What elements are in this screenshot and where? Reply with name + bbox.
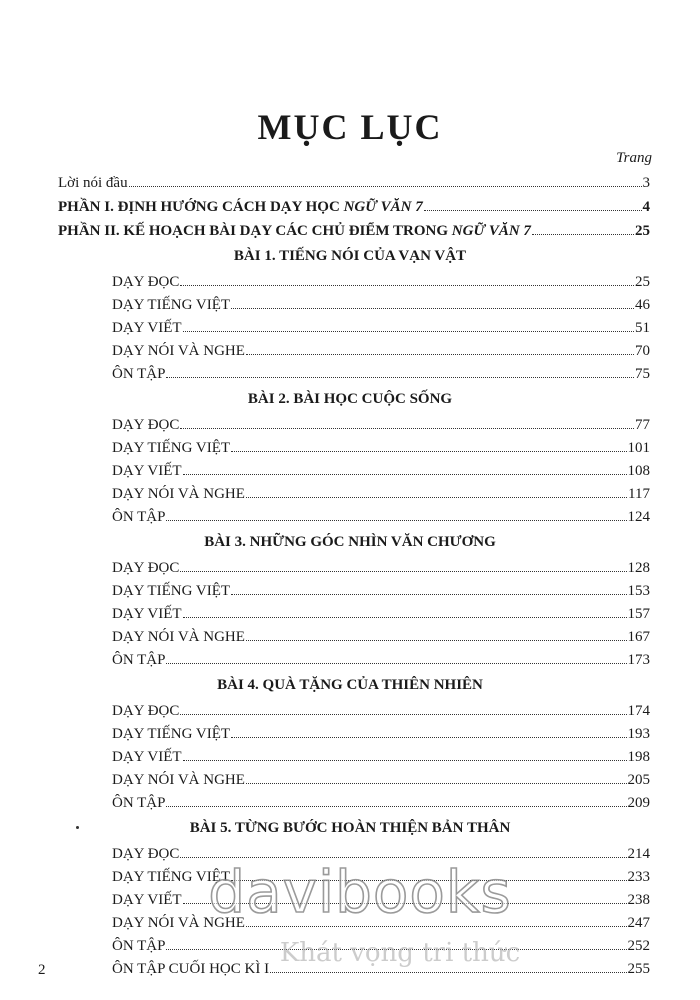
toc-entry-page: 25 bbox=[635, 274, 650, 290]
toc-entry-page: 108 bbox=[627, 463, 650, 479]
toc-entry-label: DẠY TIẾNG VIỆT bbox=[112, 583, 231, 599]
toc-entry-page: 233 bbox=[627, 869, 650, 885]
dot-leader bbox=[166, 949, 626, 950]
dot-leader bbox=[246, 497, 627, 498]
toc-entry[interactable] bbox=[0, 480, 700, 503]
dot-leader bbox=[183, 903, 627, 904]
toc-entry-label: DẠY VIẾT bbox=[112, 463, 182, 479]
lesson-heading: BÀI 2. BÀI HỌC CUỘC SỐNG bbox=[247, 391, 453, 407]
toc-entry-page: 173 bbox=[627, 652, 650, 668]
lesson-heading: BÀI 3. NHỮNG GÓC NHÌN VĂN CHƯƠNG bbox=[204, 534, 496, 550]
page-title: MỤC LỤC bbox=[257, 107, 443, 147]
toc-entry-page: 214 bbox=[627, 846, 650, 862]
dot-leader bbox=[180, 714, 626, 715]
lesson-heading: BÀI 5. TỪNG BƯỚC HOÀN THIỆN BẢN THÂN bbox=[189, 820, 511, 836]
toc-entry-part-label bbox=[58, 222, 531, 240]
toc-entry[interactable] bbox=[0, 863, 700, 886]
toc-entry-label: ÔN TẬP bbox=[112, 652, 166, 668]
toc-entry-page: 153 bbox=[627, 583, 650, 599]
toc-entry-label: DẠY VIẾT bbox=[112, 749, 182, 765]
dot-leader bbox=[246, 354, 634, 355]
toc-entry[interactable] bbox=[0, 932, 700, 955]
toc-entry[interactable] bbox=[0, 743, 700, 766]
dot-leader bbox=[231, 451, 626, 452]
toc-entry-label: DẠY TIẾNG VIỆT bbox=[112, 726, 231, 742]
dot-leader bbox=[183, 617, 627, 618]
toc-entry-part-label-italic: NGỮ VĂN 7 bbox=[343, 199, 423, 215]
toc-entry-label: DẠY NÓI VÀ NGHE bbox=[112, 629, 245, 645]
dot-leader bbox=[231, 880, 626, 881]
toc-entry-label: DẠY TIẾNG VIỆT bbox=[112, 869, 231, 885]
toc-entry[interactable] bbox=[0, 646, 700, 669]
dot-leader bbox=[180, 571, 626, 572]
toc-entry-label: ÔN TẬP bbox=[112, 366, 166, 382]
dot-leader bbox=[231, 737, 626, 738]
page-number: 2 bbox=[38, 962, 46, 978]
toc-entry-label: DẠY VIẾT bbox=[112, 606, 182, 622]
dot-leader bbox=[129, 186, 642, 187]
watermark-brand: davibooks bbox=[208, 858, 512, 926]
dot-leader bbox=[424, 210, 642, 211]
toc-entry-part-page: 25 bbox=[635, 223, 650, 239]
dot-leader bbox=[270, 972, 626, 973]
toc-entry-label: DẠY VIẾT bbox=[112, 892, 182, 908]
toc-entry[interactable] bbox=[0, 554, 700, 577]
toc-entry[interactable] bbox=[0, 766, 700, 789]
stray-dot bbox=[76, 826, 79, 829]
toc-entry[interactable] bbox=[0, 337, 700, 360]
toc-entry[interactable] bbox=[0, 720, 700, 743]
toc-entry-page: 205 bbox=[627, 772, 650, 788]
toc-entry-part-label-main: PHẦN II. KẾ HOẠCH BÀI DẠY CÁC CHỦ ĐIỂM TRONG bbox=[58, 223, 452, 239]
dot-leader bbox=[183, 760, 627, 761]
toc-entry-label: DẠY TIẾNG VIỆT bbox=[112, 440, 231, 456]
toc-entry[interactable] bbox=[0, 886, 700, 909]
toc-entry[interactable] bbox=[0, 434, 700, 457]
toc-entry[interactable] bbox=[0, 789, 700, 812]
toc-entry-label: DẠY ĐỌC bbox=[112, 417, 180, 433]
toc-entry-front[interactable] bbox=[0, 168, 700, 192]
toc-entry-label: DẠY ĐỌC bbox=[112, 560, 180, 576]
toc-entry-part[interactable] bbox=[0, 192, 700, 216]
toc-entry[interactable] bbox=[0, 268, 700, 291]
toc-entry-page: 101 bbox=[627, 440, 650, 456]
toc-entry[interactable] bbox=[0, 697, 700, 720]
toc-entry-part-label bbox=[58, 198, 423, 216]
toc-entry-page: 167 bbox=[627, 629, 650, 645]
toc-entry-page: 46 bbox=[635, 297, 650, 313]
toc-entry-page: 174 bbox=[627, 703, 650, 719]
toc-entry-label: DẠY TIẾNG VIỆT bbox=[112, 297, 231, 313]
toc-entry-page: 124 bbox=[627, 509, 650, 525]
toc-entry[interactable] bbox=[0, 291, 700, 314]
dot-leader bbox=[246, 783, 627, 784]
dot-leader bbox=[532, 234, 634, 235]
toc-entry-label: ÔN TẬP bbox=[112, 938, 166, 954]
toc-entry-part-label-italic: NGỮ VĂN 7 bbox=[451, 223, 531, 239]
toc-entry-label: DẠY NÓI VÀ NGHE bbox=[112, 915, 245, 931]
page-column-label: Trang bbox=[616, 150, 652, 166]
dot-leader bbox=[231, 594, 626, 595]
toc-entry[interactable] bbox=[0, 909, 700, 932]
toc-entry-label: DẠY ĐỌC bbox=[112, 846, 180, 862]
toc-entry-page: 70 bbox=[635, 343, 650, 359]
toc-entry-page: 209 bbox=[627, 795, 650, 811]
toc-entry[interactable] bbox=[0, 840, 700, 863]
toc-entry-label: ÔN TẬP bbox=[112, 795, 166, 811]
toc-entry[interactable] bbox=[0, 411, 700, 434]
toc-entry-page: 157 bbox=[627, 606, 650, 622]
dot-leader bbox=[180, 857, 626, 858]
toc-entry-front-page: 3 bbox=[642, 175, 650, 191]
dot-leader bbox=[246, 640, 627, 641]
toc-entry-label: DẠY ĐỌC bbox=[112, 274, 180, 290]
dot-leader bbox=[180, 285, 634, 286]
lesson-heading: BÀI 4. QUÀ TẶNG CỦA THIÊN NHIÊN bbox=[217, 677, 483, 693]
toc-entry-page: 193 bbox=[627, 726, 650, 742]
toc-entry-page: 75 bbox=[635, 366, 650, 382]
toc-entry-part[interactable] bbox=[0, 216, 700, 240]
toc-entry-part-label-main: PHẦN I. ĐỊNH HƯỚNG CÁCH DẠY HỌC bbox=[58, 199, 344, 215]
dot-leader bbox=[180, 428, 634, 429]
dot-leader bbox=[246, 926, 627, 927]
toc-entry[interactable] bbox=[0, 623, 700, 646]
dot-leader bbox=[183, 331, 634, 332]
dot-leader bbox=[166, 520, 626, 521]
toc-entry[interactable] bbox=[0, 457, 700, 480]
toc-entry-label: DẠY VIẾT bbox=[112, 320, 182, 336]
toc-entry[interactable] bbox=[0, 314, 700, 337]
toc-entry-page: 238 bbox=[627, 892, 650, 908]
toc-entry-page: 128 bbox=[627, 560, 650, 576]
toc-entry-page: 198 bbox=[627, 749, 650, 765]
toc-entry-page: 252 bbox=[627, 938, 650, 954]
toc-entry-page: 77 bbox=[635, 417, 650, 433]
toc-entry[interactable] bbox=[0, 955, 700, 978]
table-of-contents bbox=[0, 168, 700, 978]
toc-entry-label: DẠY NÓI VÀ NGHE bbox=[112, 486, 245, 502]
toc-entry[interactable] bbox=[0, 600, 700, 623]
toc-entry-page: 117 bbox=[628, 486, 650, 502]
dot-leader bbox=[166, 806, 626, 807]
toc-entry-label: DẠY NÓI VÀ NGHE bbox=[112, 343, 245, 359]
toc-entry-label: DẠY ĐỌC bbox=[112, 703, 180, 719]
dot-leader bbox=[231, 308, 634, 309]
toc-entry-page: 255 bbox=[627, 961, 650, 977]
toc-entry-label: ÔN TẬP bbox=[112, 509, 166, 525]
toc-entry-label: ÔN TẬP CUỐI HỌC KÌ I bbox=[112, 961, 270, 977]
toc-entry-label: DẠY NÓI VÀ NGHE bbox=[112, 772, 245, 788]
toc-entry[interactable] bbox=[0, 577, 700, 600]
toc-entry[interactable] bbox=[0, 360, 700, 383]
dot-leader bbox=[166, 377, 634, 378]
dot-leader bbox=[183, 474, 627, 475]
toc-entry-part-page: 4 bbox=[642, 199, 650, 215]
dot-leader bbox=[166, 663, 626, 664]
toc-entry[interactable] bbox=[0, 503, 700, 526]
watermark-slogan: Khát vọng tri thức bbox=[279, 938, 521, 968]
toc-entry-front-label: Lời nói đầu bbox=[58, 175, 128, 191]
toc-entry-page: 51 bbox=[635, 320, 650, 336]
toc-entry-page: 247 bbox=[627, 915, 650, 931]
lesson-heading: BÀI 1. TIẾNG NÓI CỦA VẠN VẬT bbox=[233, 248, 467, 264]
